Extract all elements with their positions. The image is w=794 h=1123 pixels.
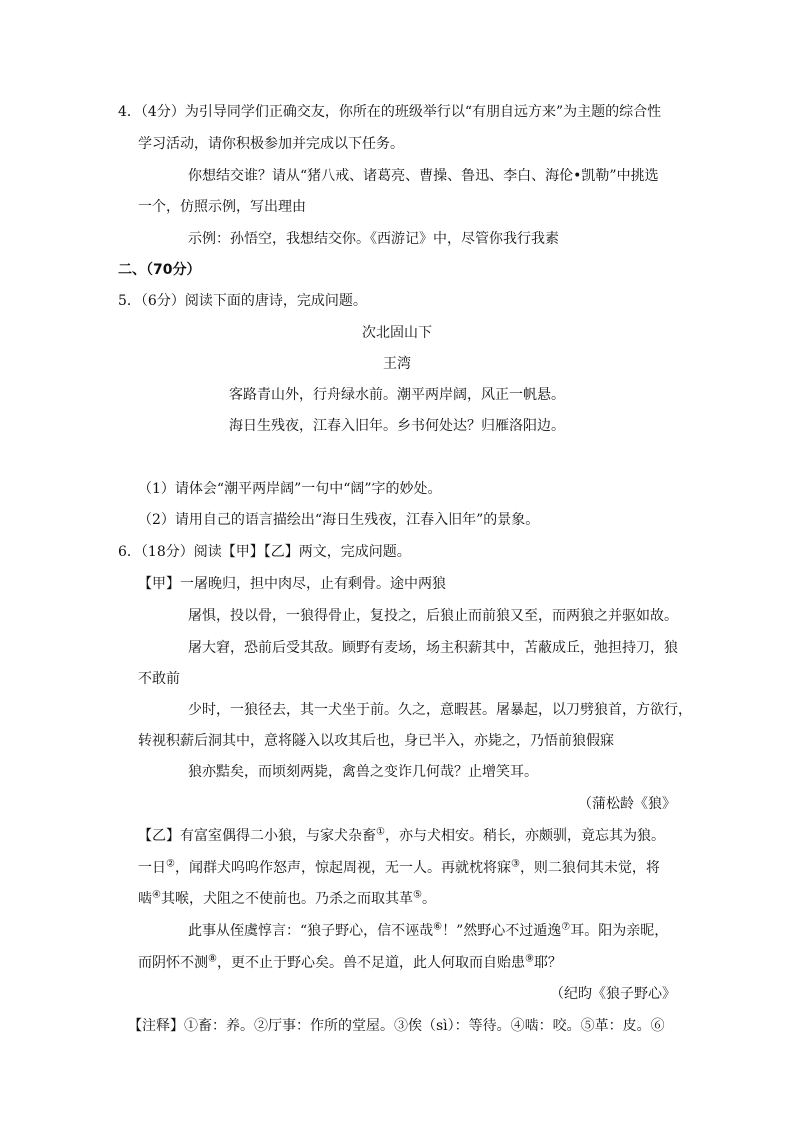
q4-line-3: 你想结交谁？请从“猪八戒、诸葛亮、曹操、鲁迅、李白、海伦•凯勒”中挑选 bbox=[188, 168, 659, 184]
jia-paragraph-line: 不敢前 bbox=[138, 671, 180, 687]
yi-paragraph-line: 【乙】有富室偶得二小狼，与家犬杂畜①，亦与犬相安。稍长，亦颇驯，竟忘其为狼。 bbox=[138, 826, 665, 844]
poem-title: 次北固山下 bbox=[362, 325, 432, 341]
q4-line-4: 一个，仿照示例，写出理由 bbox=[138, 199, 306, 215]
poem-line-2: 海日生残夜，江春入旧年。乡书何处达？归雁洛阳边。 bbox=[229, 418, 565, 434]
yi-paragraph-line: 而阴怀不测⑧，更不止于野心矣。兽不足道，此人何取而自贻患⑨耶？ bbox=[138, 953, 562, 971]
annotation-notes: 【注释】①畜：养。②厅事：作所的堂屋。③俟（sì）：等待。④啮：咬。⑤革：皮。⑥ bbox=[128, 1018, 665, 1034]
footnote-marker: ⑥ bbox=[433, 921, 443, 933]
q4-example: 示例：孙悟空，我想结交你。《西游记》中，尽管你我行我素 bbox=[188, 231, 559, 247]
q5-sub-question-1: （1）请体会“潮平两岸阔”一句中“阔”字的妙处。 bbox=[138, 481, 442, 497]
jia-paragraph-line: 屠惧，投以骨，一狼得骨止，复投之，后狼止而前狼又至，而两狼之并驱如故。 bbox=[188, 608, 678, 624]
footnote-marker: ⑧ bbox=[208, 953, 217, 965]
section-heading: 二、（70分） bbox=[118, 262, 201, 278]
footnote-marker: ⑨ bbox=[524, 953, 534, 965]
footnote-marker: ⑤ bbox=[412, 889, 422, 901]
q5-intro: 5．（6分）阅读下面的唐诗，完成问题。 bbox=[118, 293, 367, 309]
jia-paragraph-line: 狼亦黠矣，而顷刻两毙，禽兽之变诈几何哉？止增笑耳。 bbox=[188, 764, 538, 780]
yi-source: （纪昀《狼子野心》 bbox=[550, 986, 676, 1002]
jia-paragraph-line: 少时，一狼径去，其一犬坐于前。久之，意暇甚。屠暴起，以刀劈狼首，方欲行， bbox=[188, 702, 692, 718]
q4-line-1: 4．（4分）为引导同学们正确交友，你所在的班级举行以“有朋自远方来”为主题的综合性 bbox=[118, 104, 662, 120]
yi-paragraph-line: 一日②，闻群犬呜呜作怒声，惊起周视，无一人。再就枕将寐③，则二狼伺其未觉，将 bbox=[138, 858, 660, 876]
jia-source: （蒲松龄《狼》 bbox=[578, 796, 676, 812]
poem-line-1: 客路青山外，行舟绿水前。潮平两岸阔，风正一帆悬。 bbox=[229, 387, 565, 403]
footnote-marker: ① bbox=[376, 826, 385, 838]
footnote-marker: ② bbox=[166, 858, 175, 870]
yi-paragraph-line: 啮④其喉，犬阻之不使前也。乃杀之而取其革⑤。 bbox=[138, 889, 436, 907]
yi-paragraph-line: 此事从侄虞惇言：“狼子野心，信不诬哉⑥！”然野心不过遁逸⑦耳。阳为亲昵， bbox=[188, 921, 669, 939]
poem-author: 王湾 bbox=[383, 356, 411, 372]
q5-sub-question-2: （2）请用自己的语言描绘出“海日生残夜，江春入旧年”的景象。 bbox=[138, 512, 540, 528]
footnote-marker: ⑦ bbox=[561, 921, 571, 933]
q4-line-2: 学习活动，请你积极参加并完成以下任务。 bbox=[138, 136, 404, 152]
footnote-marker: ④ bbox=[152, 889, 161, 901]
jia-paragraph-line: 【甲】一屠晚归，担中肉尽，止有剩骨。途中两狼 bbox=[138, 576, 446, 592]
q6-intro: 6．（18分）阅读【甲】【乙】两文，完成问题。 bbox=[118, 544, 411, 560]
footnote-marker: ③ bbox=[510, 858, 520, 870]
jia-paragraph-line: 屠大窘，恐前后受其敌。顾野有麦场，场主积薪其中，苫蔽成丘，弛担持刀，狼 bbox=[188, 640, 678, 656]
jia-paragraph-line: 转视积薪后洞其中，意将隧入以攻其后也，身已半入，亦毙之，乃悟前狼假寐 bbox=[138, 733, 614, 749]
